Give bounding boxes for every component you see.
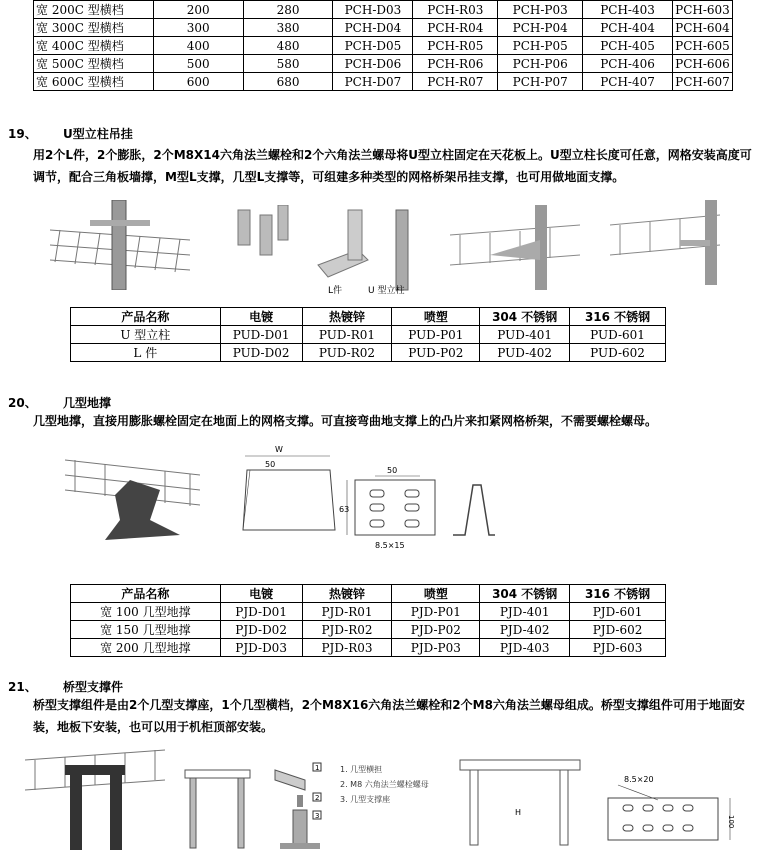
section-19-title: U型立柱吊挂 [63,127,133,141]
top-table-cell: PCH-R06 [413,55,498,73]
table-header-row [71,585,666,603]
table-header-cell: 热镀锌 [302,308,392,326]
top-table-cell: PCH-603 [672,1,732,19]
section-20-table-cell: PJD-D03 [220,639,302,657]
section-20-table-cell: PJD-P02 [392,621,480,639]
top-table-cell: PCH-P04 [498,19,583,37]
section-19-table-cell: PUD-402 [480,344,570,362]
section-19-table-cell: PUD-601 [570,326,666,344]
l-part-label: L件 [328,286,343,295]
bridge-support-exploded-drawing [265,755,445,855]
bridge-support-plan-drawing [598,770,748,855]
section-19-table-cell: PUD-P02 [392,344,480,362]
dim-slot-21: 8.5×20 [624,775,654,784]
table-header-cell: 热镀锌 [302,585,392,603]
top-table-cell: 宽 300C 型横档 [34,19,154,37]
section-20-table-cell: PJD-R03 [302,639,392,657]
section-19-number: 19、 [8,127,37,141]
top-table-row [34,1,733,19]
u-column-install-figure-1 [50,200,190,290]
dim-w: W [275,445,283,454]
top-table-cell: PCH-404 [583,19,673,37]
top-table-cell: PCH-406 [583,55,673,73]
section-20-table-cell: PJD-P01 [392,603,480,621]
table-header-cell: 电镀 [220,308,302,326]
legend-item-1: 1. 几型横担 [340,765,383,774]
section-19-table-cell: U 型立柱 [71,326,221,344]
top-table-cell: 400 [153,37,243,55]
top-table-row [34,73,733,91]
table-header-cell: 316 不锈钢 [570,585,666,603]
section-20-table-cell: PJD-D02 [220,621,302,639]
top-table-cell: PCH-D03 [333,1,413,19]
dim-slot: 8.5×15 [375,541,405,550]
section-20-table-cell: PJD-401 [480,603,570,621]
section-19-table-row [71,326,666,344]
top-table-cell: 200 [153,1,243,19]
section-20-table-cell: PJD-R02 [302,621,392,639]
top-table-cell: PCH-403 [583,1,673,19]
section-20-table-cell: PJD-D01 [220,603,302,621]
top-table-row [34,55,733,73]
top-table-cell: PCH-D05 [333,37,413,55]
section-19-table-cell: PUD-D02 [220,344,302,362]
top-table-cell: PCH-D07 [333,73,413,91]
section-20-table-cell: PJD-P03 [392,639,480,657]
ground-support-photo [65,440,200,550]
table-header-cell: 电镀 [220,585,302,603]
section-20-heading [8,394,111,411]
dim-50b: 50 [387,466,398,475]
top-table-cell: PCH-P03 [498,1,583,19]
section-20-description: 几型地撑，直接用膨胀螺栓固定在地面上的网格支撑。可直接弯曲地支撑上的凸片来扣紧网格桥架，不需要螺栓螺母。 [33,414,658,428]
top-table-cell: 宽 600C 型横档 [34,73,154,91]
top-table-cell: PCH-405 [583,37,673,55]
top-table-cell: 宽 200C 型横档 [34,1,154,19]
section-20-table [70,584,666,657]
top-table-cell: PCH-605 [672,37,732,55]
dim-100: 100 [727,815,735,829]
top-table-cell: 宽 400C 型横档 [34,37,154,55]
top-table-row [34,37,733,55]
section-21-number: 21、 [8,680,37,694]
section-20-table-cell: 宽 100 几型地撑 [71,603,221,621]
bridge-support-front-drawing [455,755,585,855]
section-19-table-cell: PUD-P01 [392,326,480,344]
section-20-table-cell: PJD-403 [480,639,570,657]
top-table-cell: PCH-R07 [413,73,498,91]
top-table-cell: PCH-R04 [413,19,498,37]
top-table-row [34,19,733,37]
table-header-row [71,308,666,326]
top-table-cell: PCH-R05 [413,37,498,55]
u-column-label: U 型立柱 [368,286,405,295]
section-19-heading [8,125,133,142]
l-part-u-column-figure [228,205,418,295]
ground-support-drawing [235,440,495,555]
section-19-table-cell: PUD-401 [480,326,570,344]
legend-num-1: 1 [315,764,320,772]
top-table-cell: PCH-607 [672,73,732,91]
section-20-table-cell: PJD-603 [570,639,666,657]
section-19-table-cell: PUD-R02 [302,344,392,362]
section-20-table-cell: PJD-R01 [302,603,392,621]
section-20-table-cell: 宽 150 几型地撑 [71,621,221,639]
top-table-cell: PCH-D06 [333,55,413,73]
top-table-cell: PCH-P07 [498,73,583,91]
top-table-cell: PCH-R03 [413,1,498,19]
top-table-cell: 500 [153,55,243,73]
top-spec-table [33,0,733,91]
section-19-table [70,307,666,362]
table-header-cell: 316 不锈钢 [570,308,666,326]
section-20-table-cell: PJD-601 [570,603,666,621]
bridge-support-photo [25,740,165,858]
table-header-cell: 产品名称 [71,308,221,326]
u-column-install-figure-3 [610,200,720,285]
section-20-table-row [71,603,666,621]
table-header-cell: 喷塑 [392,585,480,603]
section-21-title: 桥型支撑件 [63,680,124,694]
top-table-cell: 300 [153,19,243,37]
legend-num-3: 3 [315,812,320,820]
top-table-cell: PCH-P06 [498,55,583,73]
section-20-number: 20、 [8,396,37,410]
top-table-cell: 580 [243,55,333,73]
top-table-cell: PCH-604 [672,19,732,37]
top-table-cell: 380 [243,19,333,37]
dim-h: H [515,808,522,817]
top-table-cell: 680 [243,73,333,91]
legend-item-2: 2. M8 六角法兰螺栓螺母 [340,780,429,789]
section-20-title: 几型地撑 [63,396,112,410]
top-table-cell: 480 [243,37,333,55]
table-header-cell: 喷塑 [392,308,480,326]
top-table-cell: PCH-606 [672,55,732,73]
u-column-install-figure-2 [450,205,580,290]
section-21-description: 桥型支撑组件是由2个几型支撑座，1个几型横档，2个M8X16六角法兰螺栓和2个M8六角法兰螺母组成。桥型支撑组件可用于地面安装，地板下安装，也可以用于机柜顶部安装。 [33,698,745,734]
section-19-table-cell: PUD-602 [570,344,666,362]
section-19-table-row [71,344,666,362]
table-header-cell: 产品名称 [71,585,221,603]
top-table-cell: 宽 500C 型横档 [34,55,154,73]
top-table-cell: PCH-D04 [333,19,413,37]
section-20-table-cell: 宽 200 几型地撑 [71,639,221,657]
dim-63: 63 [339,505,350,514]
legend-num-2: 2 [315,794,320,802]
section-19-table-cell: PUD-R01 [302,326,392,344]
section-19-table-cell: PUD-D01 [220,326,302,344]
bridge-support-assembly-drawing [180,760,260,855]
section-20-table-cell: PJD-602 [570,621,666,639]
top-table-cell: PCH-407 [583,73,673,91]
top-table-cell: PCH-P05 [498,37,583,55]
section-20-table-row [71,639,666,657]
legend-item-3: 3. 几型支撑座 [340,795,391,804]
section-21-heading [8,678,123,695]
table-header-cell: 304 不锈钢 [480,585,570,603]
top-table-cell: 600 [153,73,243,91]
section-20-table-row [71,621,666,639]
table-header-cell: 304 不锈钢 [480,308,570,326]
section-19-description: 用2个L件，2个膨胀，2个M8X14六角法兰螺栓和2个六角法兰螺母将U型立柱固定在天花板上。U型立柱长度可任意，网格安装高度可调节，配合三角板墙撑，M型L支撑，几型L支撑等，可组建多种类型的网格桥架吊挂支撑，也可用做地面支撑。 [33,148,752,184]
top-table-cell: 280 [243,1,333,19]
dim-50a: 50 [265,460,276,469]
section-19-table-cell: L 件 [71,344,221,362]
section-20-table-cell: PJD-402 [480,621,570,639]
